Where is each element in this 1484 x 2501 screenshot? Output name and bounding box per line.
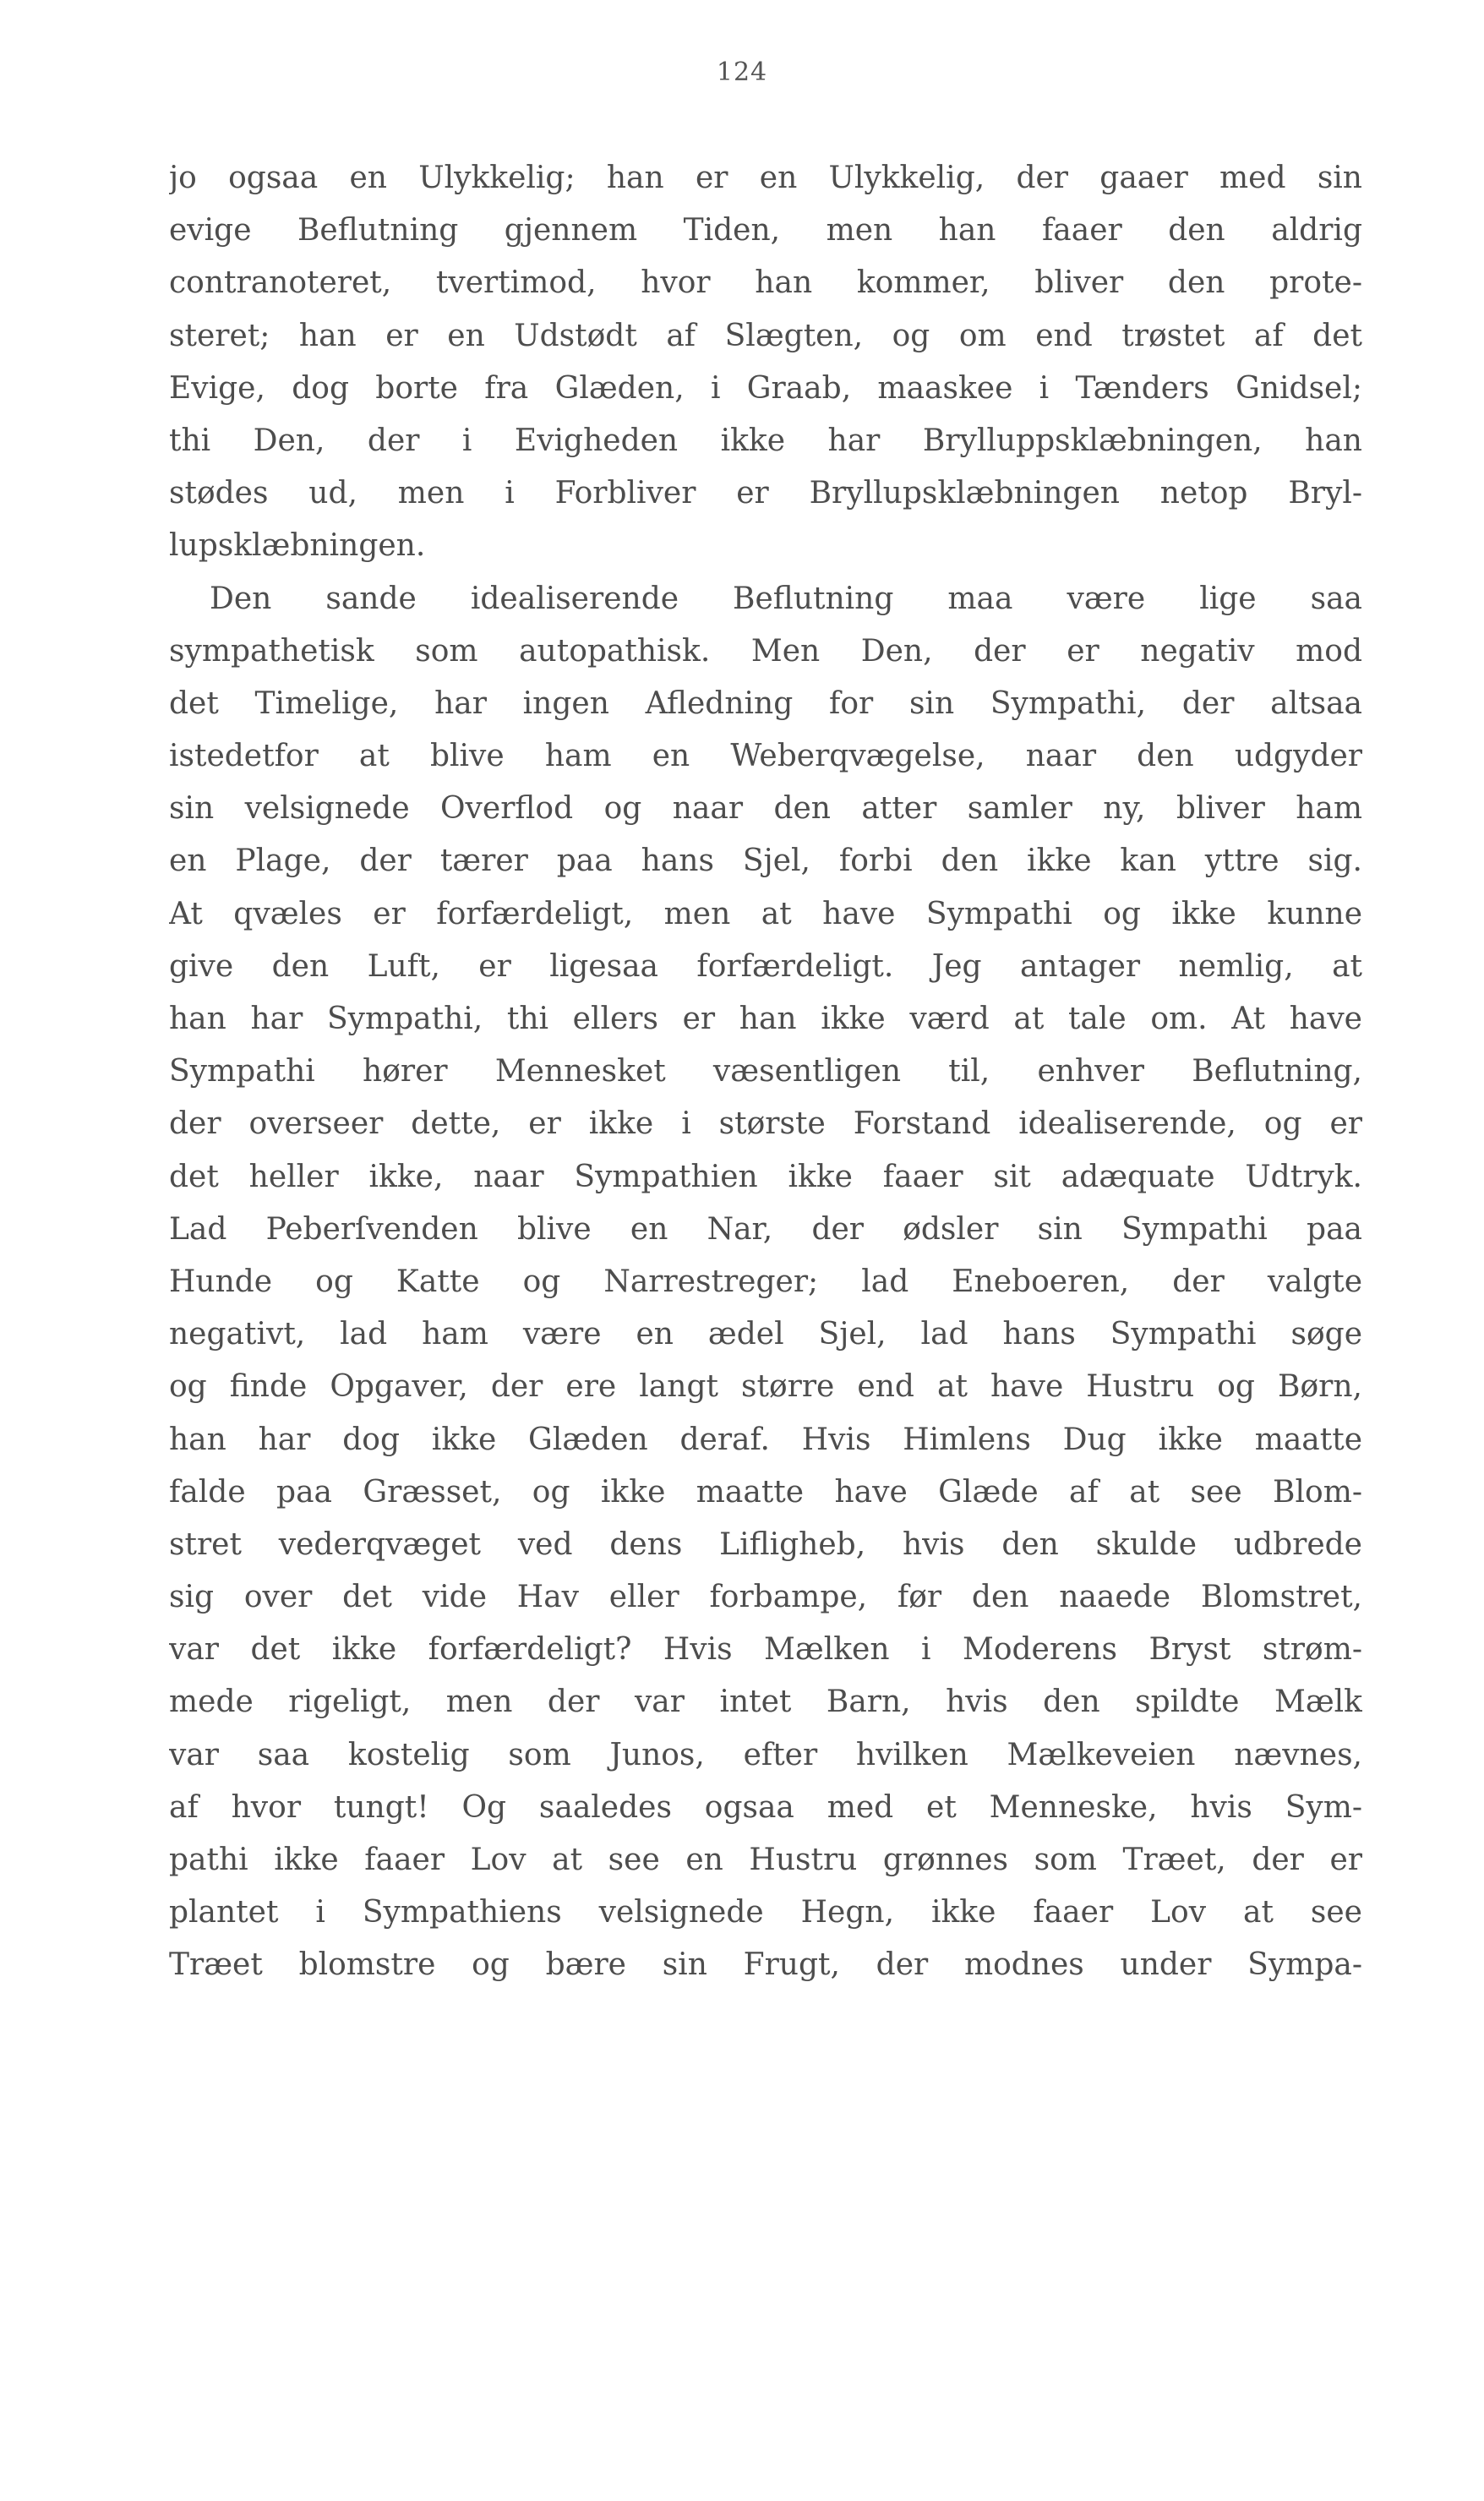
text-line: Hunde og Katte og Narrestreger; lad Eneboeren, der valgte (169, 1264, 1362, 1299)
text-line: At qvæles er forfærdeligt, men at have Sympathi og ikke kunne (169, 896, 1362, 931)
text-line: sympathetisk som autopathisk. Men Den, der er negativ mod (169, 633, 1362, 669)
text-line: Træet blomstre og bære sin Frugt, der modnes under Sympa- (169, 1947, 1362, 1983)
text-line: en Plage, der tærer paa hans Sjel, forbi den ikke kan yttre sig. (169, 844, 1362, 879)
text-line: Den sande idealiserende Beflutning maa være lige saa (210, 581, 1362, 616)
text-line: evige Beflutning gjennem Tiden, men han faaer den aldrig (169, 213, 1362, 248)
text-line: af hvor tungt! Og saaledes ogsaa med et Menneske, hvis Sym- (169, 1789, 1362, 1825)
page-number: 124 (716, 57, 768, 87)
text-line: det Timelige, har ingen Afledning for sin Sympathi, der altsaa (169, 685, 1362, 721)
text-line: Lad Peberſvenden blive en Nar, der ødsler sin Sympathi paa (169, 1211, 1362, 1247)
text-line: negativt, lad ham være en ædel Sjel, lad hans Sympathi søge (169, 1317, 1362, 1352)
text-line: og finde Opgaver, der ere langt større end at have Hustru og Børn, (169, 1369, 1362, 1405)
text-line: lupsklæbningen. (169, 528, 426, 564)
text-line: falde paa Græsset, og ikke maatte have Glæde af at see Blom- (169, 1474, 1362, 1510)
text-line: han har Sympathi, thi ellers er han ikke værd at tale om. At have (169, 1002, 1362, 1036)
text-line: istedetfor at blive ham en Weberqvægelse, naar den udgyder (169, 739, 1362, 774)
text-line: give den Luft, er ligesaa forfærdeligt. Jeg antager nemlig, at (169, 948, 1362, 984)
text-line: han har dog ikke Glæden deraf. Hvis Himlens Dug ikke maatte (169, 1422, 1362, 1457)
text-line: sin velsignede Overflod og naar den atter samler ny, bliver ham (169, 791, 1362, 827)
text-line: sig over det vide Hav eller forbampe, før den naaede Blomstret, (169, 1580, 1362, 1615)
text-line: Evige, dog borte fra Glæden, i Graab, maaskee i Tænders Gnidsel; (169, 370, 1362, 406)
text-line: der overseer dette, er ikke i største Forstand idealiserende, og er (169, 1106, 1362, 1142)
text-line: mede rigeligt, men der var intet Barn, hvis den spildte Mælk (169, 1685, 1362, 1720)
text-line: thi Den, der i Evigheden ikke har Brylluppsklæbningen, han (169, 423, 1362, 458)
text-line: steret; han er en Udstødt af Slægten, og om end trøstet af det (169, 318, 1362, 353)
text-line: stret vederqvæget ved dens Lifligheb, hvis den skulde udbrede (169, 1526, 1362, 1562)
body-text (169, 152, 1362, 1992)
text-line: var det ikke forfærdeligt? Hvis Mælken i Moderens Bryst strøm- (169, 1632, 1362, 1668)
text-line: contranoteret, tvertimod, hvor han kommer, bliver den prote- (169, 265, 1362, 301)
text-line: plantet i Sympathiens velsignede Hegn, ikke faaer Lov at see (169, 1895, 1362, 1930)
text-line: var saa kostelig som Junos, efter hvilken Mælkeveien nævnes, (169, 1737, 1362, 1772)
text-line: det heller ikke, naar Sympathien ikke faaer sit adæquate Udtryk. (169, 1159, 1362, 1194)
text-line: jo ogsaa en Ulykkelig; han er en Ulykkelig, der gaaer med sin (169, 161, 1362, 195)
text-line: stødes ud, men i Forbliver er Bryllupsklæbningen netop Bryl- (169, 476, 1362, 511)
text-line: Sympathi hører Mennesket væsentligen til, enhver Beflutning, (169, 1054, 1362, 1089)
text-line: pathi ikke faaer Lov at see en Hustru grønnes som Træet, der er (169, 1843, 1362, 1877)
